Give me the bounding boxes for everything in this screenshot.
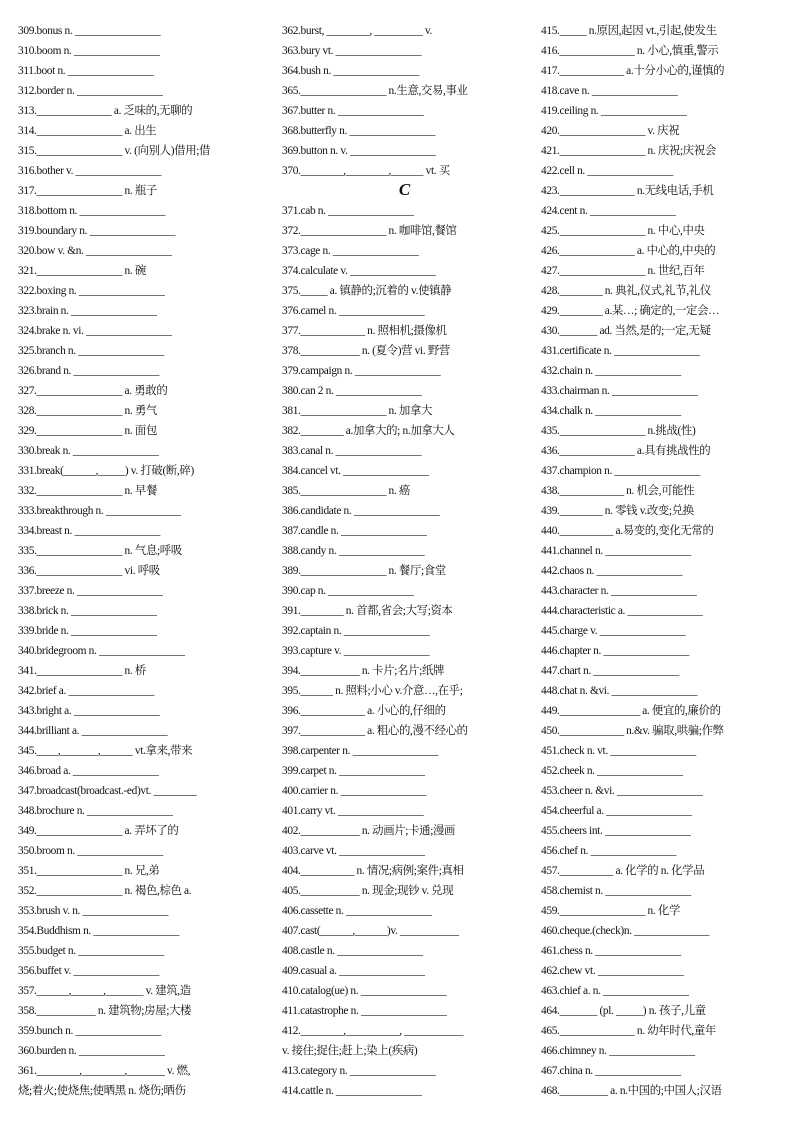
vocab-column-1 xyxy=(18,21,263,1101)
vocab-entry: 434.chalk n. ________________ xyxy=(541,405,681,417)
vocab-entry: 324.brake n. vi. ________________ xyxy=(18,325,172,337)
vocab-entry: 325.branch n. ________________ xyxy=(18,345,164,357)
vocab-entry: 407.cast(______,______)v. ___________ xyxy=(282,925,459,937)
vocab-entry: 344.brilliant a. ________________ xyxy=(18,725,168,737)
vocab-entry: 436.______________ a.具有挑战性的 xyxy=(541,445,711,457)
vocab-entry: 411.catastrophe n. ________________ xyxy=(282,1005,447,1017)
vocab-entry: 448.chat n. &vi. ________________ xyxy=(541,685,698,697)
vocab-entry: 328.________________ n. 勇气 xyxy=(18,405,157,417)
vocab-entry: 339.bride n. ________________ xyxy=(18,625,157,637)
vocab-entry: 453.cheer n. &vi. ________________ xyxy=(541,785,703,797)
vocab-entry: 443.character n. ________________ xyxy=(541,585,697,597)
vocab-entry: 410.catalog(ue) n. ________________ xyxy=(282,985,447,997)
vocab-entry: 321.________________ n. 碗 xyxy=(18,265,146,277)
vocab-entry: 423.______________ n.无线电话,手机 xyxy=(541,185,714,197)
vocab-entry: 452.cheek n. ________________ xyxy=(541,765,683,777)
vocab-entry: 426.______________ a. 中心的,中央的 xyxy=(541,245,716,257)
vocab-entry: 404.__________ n. 情况;病例;案件;真相 xyxy=(282,865,464,877)
vocab-entry: 358.___________ n. 建筑物;房屋;大楼 xyxy=(18,1005,192,1017)
vocab-entry: 412.________,__________, ___________ xyxy=(282,1025,464,1037)
vocab-entry: 422.cell n. ________________ xyxy=(541,165,673,177)
vocab-entry: 365.________________ n.生意,交易,事业 xyxy=(282,85,468,97)
vocab-entry: v. 接住;捉住;赶上;染上(疾病) xyxy=(282,1045,418,1057)
vocab-entry: 352.________________ n. 褐色,棕色 a. xyxy=(18,885,192,897)
vocab-entry: 416.______________ n. 小心,慎重,警示 xyxy=(541,45,719,57)
vocab-entry: 418.cave n. ________________ xyxy=(541,85,678,97)
vocab-entry: 353.brush v. n. ________________ xyxy=(18,905,169,917)
vocab-entry: 372.________________ n. 咖啡馆,餐馆 xyxy=(282,225,457,237)
vocab-entry: 419.ceiling n. ________________ xyxy=(541,105,687,117)
vocab-entry: 331.break(______,_____) v. 打破(断,碎) xyxy=(18,465,194,477)
vocab-entry: 389.________________ n. 餐厅;食堂 xyxy=(282,565,446,577)
vocab-entry: 309.bonus n. ________________ xyxy=(18,25,161,37)
vocab-entry: 455.cheers int. ________________ xyxy=(541,825,691,837)
vocab-entry: 442.chaos n. ________________ xyxy=(541,565,683,577)
vocab-entry: 359.bunch n. ________________ xyxy=(18,1025,161,1037)
vocab-entry: 383.canal n. ________________ xyxy=(282,445,422,457)
vocab-entry: 456.chef n. ________________ xyxy=(541,845,677,857)
vocab-entry: 391.________ n. 首都,省会;大写;资本 xyxy=(282,605,453,617)
vocab-entry: 387.candle n. ________________ xyxy=(282,525,427,537)
vocab-entry: 315.________________ v. (向别人)借用;借 xyxy=(18,145,211,157)
vocab-entry: 334.breast n. ________________ xyxy=(18,525,160,537)
vocab-entry: 318.bottom n. ________________ xyxy=(18,205,166,217)
vocab-entry: 364.bush n. ________________ xyxy=(282,65,420,77)
vocab-entry: 447.chart n. ________________ xyxy=(541,665,679,677)
vocab-entry: 351.________________ n. 兄,弟 xyxy=(18,865,160,877)
vocab-entry: 402.___________ n. 动画片;卡通;漫画 xyxy=(282,825,456,837)
vocab-entry: 441.channel n. ________________ xyxy=(541,545,691,557)
vocab-entry: 429.________ a.某…; 确定的,一定会… xyxy=(541,305,720,317)
vocab-entry: 349.________________ a. 弄坏了的 xyxy=(18,825,179,837)
vocab-entry: 377.____________ n. 照相机;摄像机 xyxy=(282,325,447,337)
vocab-entry: 406.cassette n. ________________ xyxy=(282,905,432,917)
vocab-entry: 435.________________ n.挑战(性) xyxy=(541,425,696,437)
vocab-entry: 421.________________ n. 庆祝;庆祝会 xyxy=(541,145,716,157)
vocab-entry: 460.cheque.(check)n. ______________ xyxy=(541,925,710,937)
vocab-entry: 425.________________ n. 中心,中央 xyxy=(541,225,705,237)
vocab-entry: 310.boom n. ________________ xyxy=(18,45,160,57)
vocab-entry: 330.break n. ________________ xyxy=(18,445,159,457)
vocab-entry: 320.bow v. &n. ________________ xyxy=(18,245,172,257)
vocab-entry: 401.carry vt. ________________ xyxy=(282,805,424,817)
vocab-entry: 413.category n. ________________ xyxy=(282,1065,436,1077)
vocab-entry: 405.___________ n. 现金;现钞 v. 兑现 xyxy=(282,885,454,897)
vocab-entry: 371.cab n. ________________ xyxy=(282,205,414,217)
vocab-entry: 444.characteristic a. ______________ xyxy=(541,605,703,617)
vocab-entry: 340.bridegroom n. ________________ xyxy=(18,645,185,657)
vocab-entry: 369.button n. v. ________________ xyxy=(282,145,436,157)
vocab-entry: 333.breakthrough n. ______________ xyxy=(18,505,181,517)
vocab-entry: 375._____ a. 镇静的;沉着的 v.使镇静 xyxy=(282,285,452,297)
vocab-entry: 449._______________ a. 便宜的,廉价的 xyxy=(541,705,721,717)
vocab-entry: 311.boot n. ________________ xyxy=(18,65,154,77)
vocab-entry: 420.________________ v. 庆祝 xyxy=(541,125,680,137)
vocab-entry: 450.____________ n.&v. 骗取,哄骗;作弊 xyxy=(541,725,724,737)
vocab-entry: 467.china n. ________________ xyxy=(541,1065,681,1077)
vocab-entry: 332.________________ n. 早餐 xyxy=(18,485,157,497)
vocab-entry: 烧;着火;使烧焦;使晒黑 n. 烧伤;晒伤 xyxy=(18,1085,186,1097)
vocab-entry: 326.brand n. ________________ xyxy=(18,365,160,377)
vocab-entry: 461.chess n. ________________ xyxy=(541,945,681,957)
vocab-entry: 466.chimney n. ________________ xyxy=(541,1045,695,1057)
vocab-entry: 459.________________ n. 化学 xyxy=(541,905,680,917)
vocab-entry: 367.butter n. ________________ xyxy=(282,105,424,117)
vocab-entry: 360.burden n. ________________ xyxy=(18,1045,165,1057)
vocab-entry: 437.champion n. ________________ xyxy=(541,465,701,477)
vocab-entry: 341.________________ n. 桥 xyxy=(18,665,146,677)
vocab-entry: 388.candy n. ________________ xyxy=(282,545,425,557)
vocab-entry: 394.___________ n. 卡片;名片;纸牌 xyxy=(282,665,445,677)
vocab-entry: 356.buffet v. ________________ xyxy=(18,965,160,977)
vocab-entry: 458.chemist n. ________________ xyxy=(541,885,691,897)
vocab-entry: 355.budget n. ________________ xyxy=(18,945,164,957)
vocab-entry: 439.________ n. 零钱 v.改变;兑换 xyxy=(541,505,694,517)
vocab-entry: 348.brochure n. ________________ xyxy=(18,805,173,817)
vocab-entry: 457.__________ a. 化学的 n. 化学品 xyxy=(541,865,705,877)
vocab-entry: 392.captain n. ________________ xyxy=(282,625,430,637)
vocab-entry: 385.________________ n. 癌 xyxy=(282,485,410,497)
vocab-entry: 408.castle n. ________________ xyxy=(282,945,423,957)
vocab-entry: 403.carve vt. ________________ xyxy=(282,845,425,857)
vocab-entry: 451.check n. vt. ________________ xyxy=(541,745,696,757)
vocab-entry: 381.________________ n. 加拿大 xyxy=(282,405,433,417)
vocab-entry: 415._____ n.原因,起因 vt.,引起,使发生 xyxy=(541,25,717,37)
vocab-entry: 368.butterfly n. ________________ xyxy=(282,125,435,137)
vocab-entry: 370.________,________,______ vt. 买 xyxy=(282,165,450,177)
vocab-entry: 465.______________ n. 幼年时代,童年 xyxy=(541,1025,716,1037)
vocab-entry: 400.carrier n. ________________ xyxy=(282,785,427,797)
vocab-column-2 xyxy=(282,21,527,1101)
vocab-entry: 343.bright a. ________________ xyxy=(18,705,160,717)
vocab-entry: 329.________________ n. 面包 xyxy=(18,425,157,437)
vocab-entry: 336.________________ vi. 呼吸 xyxy=(18,565,160,577)
vocab-entry: 327.________________ a. 勇敢的 xyxy=(18,385,168,397)
vocab-entry: 347.broadcast(broadcast.-ed)vt. ________ xyxy=(18,785,197,797)
vocab-entry: 446.chapter n. ________________ xyxy=(541,645,689,657)
vocab-entry: 395.______ n. 照料;小心 v.介意…,在乎; xyxy=(282,685,463,697)
vocab-entry: 464._______ (pl. _____) n. 孩子,儿童 xyxy=(541,1005,706,1017)
vocab-entry: 335.________________ n. 气息;呼吸 xyxy=(18,545,182,557)
vocab-entry: 428.________ n. 典礼,仪式,礼节,礼仪 xyxy=(541,285,711,297)
vocab-entry: 323.brain n. ________________ xyxy=(18,305,157,317)
vocab-entry: 445.charge v. ________________ xyxy=(541,625,686,637)
vocab-entry: 354.Buddhism n. ________________ xyxy=(18,925,179,937)
vocab-entry: 384.cancel vt. ________________ xyxy=(282,465,429,477)
vocab-entry: 357.______,______,_______ v. 建筑,造 xyxy=(18,985,191,997)
vocab-entry: 417.____________ a.十分小心的,谨慎的 xyxy=(541,65,725,77)
vocab-entry: 440.__________ a.易变的,变化无常的 xyxy=(541,525,714,537)
vocab-entry: 396.____________ a. 小心的,仔细的 xyxy=(282,705,446,717)
vocab-entry: 376.camel n. ________________ xyxy=(282,305,425,317)
section-letter-heading: C xyxy=(398,180,411,199)
vocab-entry: 345.____,_______,______ vt.拿来,带来 xyxy=(18,745,193,757)
vocab-entry: 373.cage n. ________________ xyxy=(282,245,419,257)
vocab-entry: 317.________________ n. 瓶子 xyxy=(18,185,157,197)
vocab-entry: 433.chairman n. ________________ xyxy=(541,385,698,397)
vocab-entry: 393.capture v. ________________ xyxy=(282,645,430,657)
vocab-entry: 314.________________ a. 出生 xyxy=(18,125,157,137)
vocab-entry: 338.brick n. ________________ xyxy=(18,605,157,617)
vocab-entry: 414.cattle n. ________________ xyxy=(282,1085,422,1097)
vocab-entry: 463.chief a. n. ________________ xyxy=(541,985,689,997)
vocab-entry: 390.cap n. ________________ xyxy=(282,585,414,597)
vocab-entry: 431.certificate n. ________________ xyxy=(541,345,700,357)
vocab-entry: 432.chain n. ________________ xyxy=(541,365,681,377)
vocab-entry: 409.casual a. ________________ xyxy=(282,965,425,977)
vocab-entry: 374.calculate v. ________________ xyxy=(282,265,436,277)
vocab-entry: 454.cheerful a. ________________ xyxy=(541,805,692,817)
vocab-entry: 312.border n. ________________ xyxy=(18,85,163,97)
vocab-entry: 427.________________ n. 世纪,百年 xyxy=(541,265,705,277)
vocab-entry: 382.________ a.加拿大的; n.加拿大人 xyxy=(282,425,455,437)
vocab-entry: 430._______ ad. 当然,是的;一定,无疑 xyxy=(541,325,711,337)
vocab-entry: 386.candidate n. ________________ xyxy=(282,505,440,517)
vocab-entry: 361.________,________,_______ v. 燃, xyxy=(18,1065,191,1077)
vocab-entry: 337.breeze n. ________________ xyxy=(18,585,163,597)
vocab-entry: 319.boundary n. ________________ xyxy=(18,225,176,237)
vocab-entry: 363.bury vt. ________________ xyxy=(282,45,422,57)
vocab-entry: 346.broad a. ________________ xyxy=(18,765,159,777)
vocab-entry: 468._________ a. n.中国的;中国人;汉语 xyxy=(541,1085,722,1097)
vocab-entry: 316.bother v. ________________ xyxy=(18,165,162,177)
vocab-entry: 424.cent n. ________________ xyxy=(541,205,676,217)
vocab-entry: 438.____________ n. 机会,可能性 xyxy=(541,485,695,497)
vocab-entry: 462.chew vt. ________________ xyxy=(541,965,684,977)
vocab-entry: 399.carpet n. ________________ xyxy=(282,765,425,777)
vocab-entry: 342.brief a. ________________ xyxy=(18,685,155,697)
vocab-entry: 380.can 2 n. ________________ xyxy=(282,385,422,397)
vocab-entry: 322.boxing n. ________________ xyxy=(18,285,165,297)
vocab-entry: 362.burst, ________, _________ v. xyxy=(282,25,433,37)
vocab-column-3 xyxy=(541,21,786,1101)
vocab-entry: 378.___________ n. (夏令)营 vi. 野营 xyxy=(282,345,450,357)
vocab-entry: 397.____________ a. 粗心的,漫不经心的 xyxy=(282,725,468,737)
vocab-entry: 379.campaign n. ________________ xyxy=(282,365,441,377)
vocab-entry: 398.carpenter n. ________________ xyxy=(282,745,439,757)
vocab-entry: 313.______________ a. 乏味的,无聊的 xyxy=(18,105,193,117)
vocab-entry: 350.broom n. ________________ xyxy=(18,845,163,857)
